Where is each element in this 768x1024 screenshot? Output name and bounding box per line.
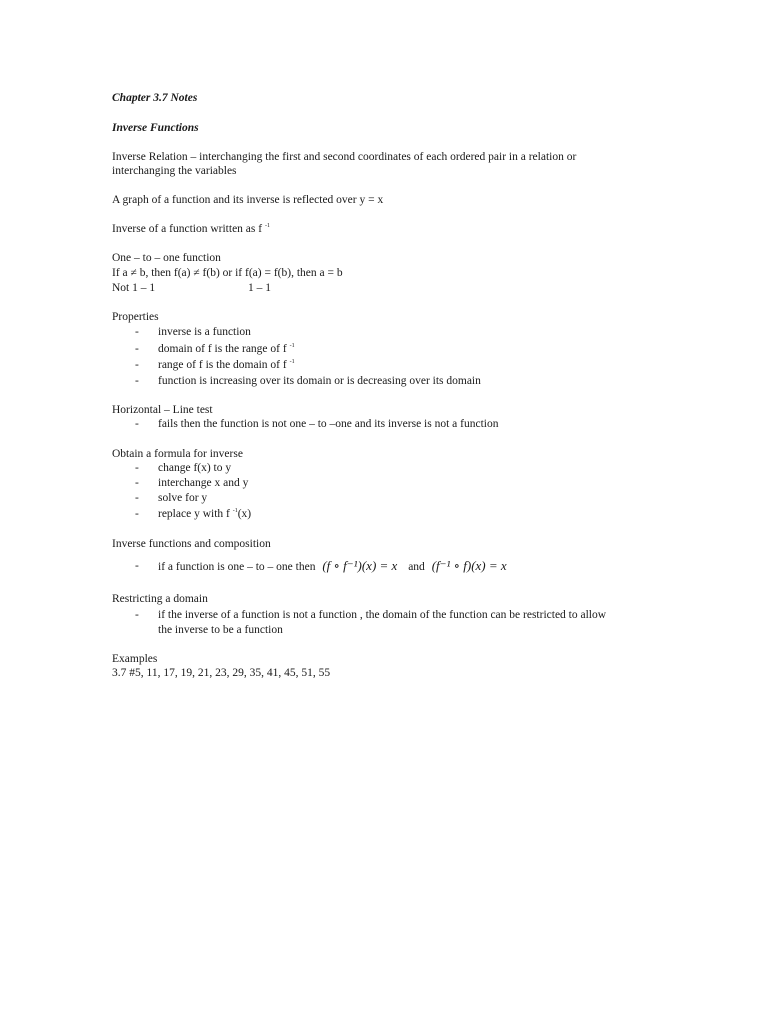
bullet-dash: - (135, 359, 139, 371)
formula-step-text: replace y with f (158, 508, 230, 520)
notation-line (112, 222, 270, 236)
bullet-dash: - (135, 375, 139, 387)
property-text: domain of f is the range of f (158, 343, 287, 355)
horizontal-line-test-heading: Horizontal – Line test (112, 404, 213, 416)
horizontal-test-item: fails then the function is not one – to –one and its inverse is not a function (158, 418, 499, 430)
composition-and: and (408, 561, 425, 573)
notation-text: Inverse of a function written as f (112, 223, 263, 235)
property-sup: -1 (289, 359, 295, 365)
property-sup: -1 (289, 343, 295, 349)
composition-heading: Inverse functions and composition (112, 538, 271, 550)
one-to-one-heading: One – to – one function (112, 252, 221, 264)
bullet-dash: - (135, 343, 139, 355)
bullet-dash: - (135, 477, 139, 489)
restricting-line-2: the inverse to be a function (158, 624, 283, 636)
formula-step-sup: -1 (232, 508, 238, 514)
one-to-one-label: 1 – 1 (248, 282, 271, 294)
composition-text: if a function is one – to – one then (158, 561, 316, 573)
property-item (158, 342, 295, 356)
property-text: range of f is the domain of f (158, 359, 287, 371)
composition-expression-1: (f ∘ f⁻¹)(x) = x (322, 558, 398, 573)
inverse-relation-line-2: interchanging the variables (112, 165, 237, 177)
property-item (158, 358, 295, 372)
formula-step (158, 507, 251, 521)
bullet-dash: - (135, 326, 139, 338)
not-one-to-one-label: Not 1 – 1 (112, 282, 156, 294)
restricting-line-1: if the inverse of a function is not a function , the domain of the function can be restricted to allow (158, 609, 607, 621)
one-to-one-condition: If a ≠ b, then f(a) ≠ f(b) or if f(a) = f(b), then a = b (112, 267, 343, 279)
formula-step: solve for y (158, 492, 208, 504)
inverse-relation-line-1: Inverse Relation – interchanging the first and second coordinates of each ordered pair in a relation or (112, 151, 577, 163)
formula-step: interchange x and y (158, 477, 249, 489)
bullet-dash: - (135, 492, 139, 504)
formula-step: change f(x) to y (158, 462, 232, 474)
bullet-dash: - (135, 508, 139, 520)
restricting-heading: Restricting a domain (112, 593, 208, 605)
bullet-dash: - (135, 462, 139, 474)
section-title: Inverse Functions (112, 122, 199, 134)
page-title: Chapter 3.7 Notes (112, 92, 198, 104)
bullet-dash: - (135, 609, 139, 621)
bullet-dash: - (135, 418, 139, 430)
formula-step-after: (x) (237, 508, 252, 520)
examples-heading: Examples (112, 653, 158, 665)
property-item: function is increasing over its domain or is decreasing over its domain (158, 375, 481, 387)
examples-list: 3.7 #5, 11, 17, 19, 21, 23, 29, 35, 41, 45, 51, 55 (112, 667, 331, 679)
graph-reflection-line: A graph of a function and its inverse is reflected over y = x (112, 194, 384, 206)
formula-heading: Obtain a formula for inverse (112, 448, 243, 460)
property-item: inverse is a function (158, 326, 251, 338)
notation-sup: -1 (264, 223, 270, 229)
bullet-dash: - (135, 560, 139, 572)
composition-item (158, 559, 507, 574)
properties-heading: Properties (112, 311, 159, 323)
composition-expression-2: (f⁻¹ ∘ f)(x) = x (431, 558, 507, 573)
